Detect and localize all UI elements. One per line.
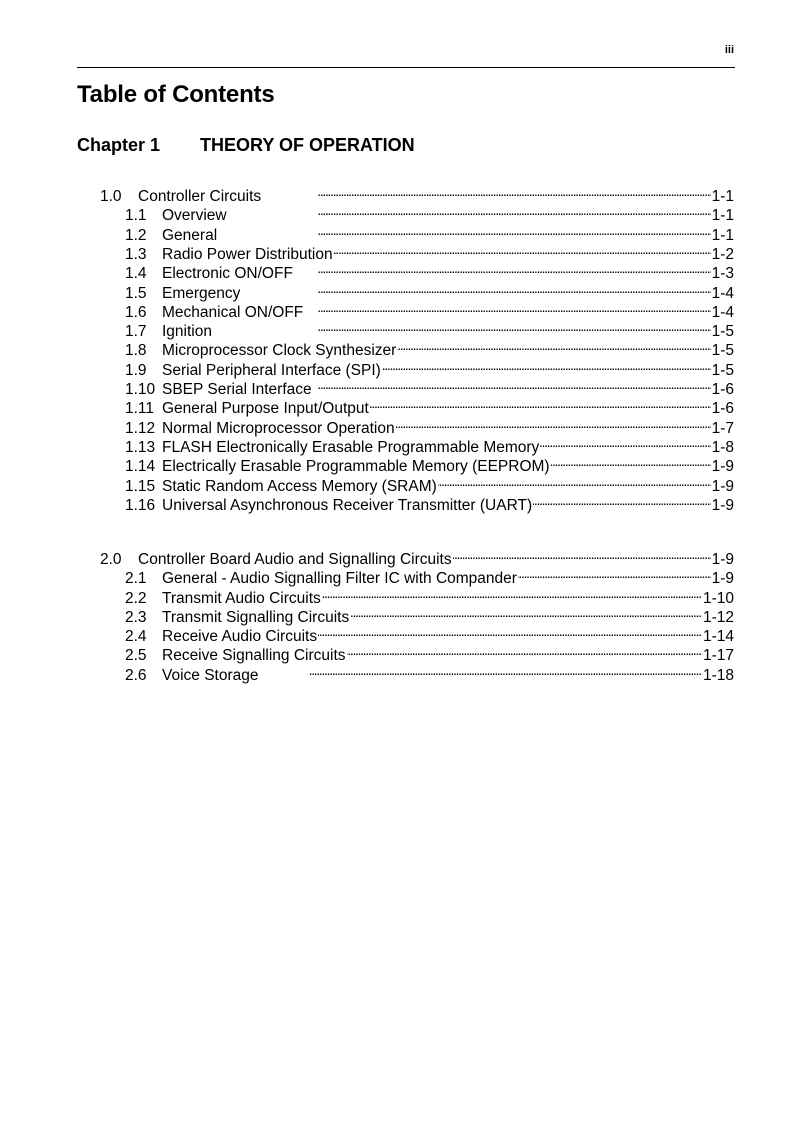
entry-title: Emergency	[162, 285, 241, 302]
dot-leader	[551, 452, 711, 471]
entry-page: 1-10	[702, 590, 734, 607]
page-number: iii	[724, 44, 734, 56]
entry-number: 2.0	[100, 551, 122, 568]
dot-leader	[370, 394, 711, 413]
dot-leader	[533, 491, 710, 510]
toc-subsection-entry[interactable]	[125, 259, 734, 282]
entry-number: 1.10	[125, 381, 156, 398]
entry-page: 1-9	[711, 551, 734, 568]
entry-title: SBEP Serial Interface	[162, 381, 312, 398]
entry-page: 1-3	[711, 265, 734, 282]
entry-number: 1.3	[125, 246, 147, 263]
toc-subsection-entry[interactable]	[125, 661, 734, 684]
entry-title: FLASH Electronically Erasable Programmable Memory	[162, 439, 540, 456]
dot-leader	[228, 201, 711, 220]
entry-number: 1.4	[125, 265, 147, 282]
dot-leader	[438, 472, 711, 491]
dot-leader	[262, 182, 710, 201]
dot-leader	[397, 336, 710, 355]
entry-page: 1-6	[711, 381, 734, 398]
entry-number: 1.9	[125, 362, 147, 379]
entry-number: 1.15	[125, 478, 156, 495]
toc-subsection-entry[interactable]	[125, 414, 734, 437]
entry-title: Universal Asynchronous Receiver Transmitter (UART)	[162, 497, 533, 514]
entry-number: 2.1	[125, 570, 147, 587]
entry-title: Receive Audio Circuits	[162, 628, 318, 645]
entry-page: 1-7	[711, 420, 734, 437]
entry-page: 1-1	[711, 227, 734, 244]
entry-page: 1-1	[711, 207, 734, 224]
entry-number: 2.3	[125, 609, 147, 626]
entry-number: 1.14	[125, 458, 156, 475]
entry-number: 1.13	[125, 439, 156, 456]
entry-page: 1-9	[711, 570, 734, 587]
entry-title: Transmit Signalling Circuits	[162, 609, 350, 626]
entry-number: 1.7	[125, 323, 147, 340]
toc-subsection-entry[interactable]	[125, 394, 734, 417]
entry-number: 2.6	[125, 667, 147, 684]
entry-page: 1-17	[702, 647, 734, 664]
entry-page: 1-9	[711, 478, 734, 495]
chapter-heading	[77, 135, 415, 156]
entry-number: 1.1	[125, 207, 147, 224]
entry-page: 1-8	[711, 439, 734, 456]
entry-number: 1.12	[125, 420, 156, 437]
toc-subsection-entry[interactable]	[125, 564, 734, 587]
toc-subsection-entry[interactable]	[125, 298, 734, 321]
entry-title: Overview	[162, 207, 227, 224]
dot-leader	[294, 259, 711, 278]
dot-leader	[382, 356, 711, 375]
toc-subsection-entry[interactable]	[125, 240, 734, 263]
entry-title: General - Audio Signalling Filter IC with Compander	[162, 570, 517, 587]
entry-title: Electrically Erasable Programmable Memory (EEPROM)	[162, 458, 550, 475]
entry-number: 1.11	[125, 400, 155, 417]
entry-title: Mechanical ON/OFF	[162, 304, 304, 321]
entry-page: 1-2	[711, 246, 734, 263]
entry-title: Controller Circuits	[138, 188, 262, 205]
dot-leader	[241, 279, 710, 298]
dot-leader	[350, 603, 702, 622]
header-rule	[77, 67, 735, 68]
entry-title: Ignition	[162, 323, 212, 340]
entry-page: 1-9	[711, 458, 734, 475]
toc-section-entry[interactable]	[100, 545, 734, 568]
entry-page: 1-9	[711, 497, 734, 514]
dot-leader	[313, 375, 711, 394]
entry-page: 1-4	[711, 285, 734, 302]
entry-number: 1.6	[125, 304, 147, 321]
entry-page: 1-18	[702, 667, 734, 684]
entry-page: 1-5	[711, 342, 734, 359]
entry-title: Normal Microprocessor Operation	[162, 420, 395, 437]
dot-leader	[218, 221, 710, 240]
entry-page: 1-14	[702, 628, 734, 645]
entry-page: 1-12	[702, 609, 734, 626]
toc-subsection-entry[interactable]	[125, 201, 734, 224]
toc-subsection-entry[interactable]	[125, 472, 734, 495]
entry-title: Serial Peripheral Interface (SPI)	[162, 362, 381, 379]
entry-number: 2.2	[125, 590, 147, 607]
entry-number: 1.5	[125, 285, 147, 302]
entry-page: 1-5	[711, 323, 734, 340]
toc-subsection-entry[interactable]	[125, 279, 734, 302]
entry-title: Radio Power Distribution	[162, 246, 333, 263]
entry-page: 1-6	[711, 400, 734, 417]
dot-leader	[347, 641, 702, 660]
toc-subsection-entry[interactable]	[125, 452, 734, 475]
toc-subsection-entry[interactable]	[125, 336, 734, 359]
entry-title: Electronic ON/OFF	[162, 265, 293, 282]
dot-leader	[540, 433, 710, 452]
entry-number: 1.8	[125, 342, 147, 359]
entry-title: Transmit Audio Circuits	[162, 590, 321, 607]
toc-subsection-entry[interactable]	[125, 584, 734, 607]
entry-title: Receive Signalling Circuits	[162, 647, 346, 664]
entry-number: 1.2	[125, 227, 147, 244]
entry-title: Controller Board Audio and Signalling Circuits	[138, 551, 452, 568]
dot-leader	[334, 240, 711, 259]
dot-leader	[318, 622, 702, 641]
entry-number: 1.16	[125, 497, 156, 514]
toc-subsection-entry[interactable]	[125, 622, 734, 645]
entry-page: 1-1	[711, 188, 734, 205]
toc-subsection-entry[interactable]	[125, 433, 734, 456]
toc-subsection-entry[interactable]	[125, 356, 734, 379]
chapter-number: Chapter 1	[77, 135, 161, 155]
toc-subsection-entry[interactable]	[125, 375, 734, 398]
entry-title: Static Random Access Memory (SRAM)	[162, 478, 437, 495]
dot-leader	[453, 545, 711, 564]
dot-leader	[322, 584, 702, 603]
toc-section-entry[interactable]	[100, 182, 734, 205]
entry-title: Microprocessor Clock Synthesizer	[162, 342, 397, 359]
dot-leader	[304, 298, 710, 317]
chapter-title: THEORY OF OPERATION	[200, 135, 415, 155]
toc-subsection-entry[interactable]	[125, 491, 734, 514]
dot-leader	[518, 564, 711, 583]
toc-subsection-entry[interactable]	[125, 641, 734, 664]
entry-title: General	[162, 227, 218, 244]
dot-leader	[396, 414, 711, 433]
dot-leader	[260, 661, 702, 680]
entry-page: 1-4	[711, 304, 734, 321]
entry-number: 1.0	[100, 188, 122, 205]
entry-title: General Purpose Input/Output	[162, 400, 369, 417]
entry-number: 2.5	[125, 647, 147, 664]
toc-subsection-entry[interactable]	[125, 317, 734, 340]
entry-page: 1-5	[711, 362, 734, 379]
entry-number: 2.4	[125, 628, 147, 645]
toc-subsection-entry[interactable]	[125, 221, 734, 244]
entry-title: Voice Storage	[162, 667, 259, 684]
toc-subsection-entry[interactable]	[125, 603, 734, 626]
toc-title: Table of Contents	[77, 81, 275, 108]
dot-leader	[213, 317, 711, 336]
